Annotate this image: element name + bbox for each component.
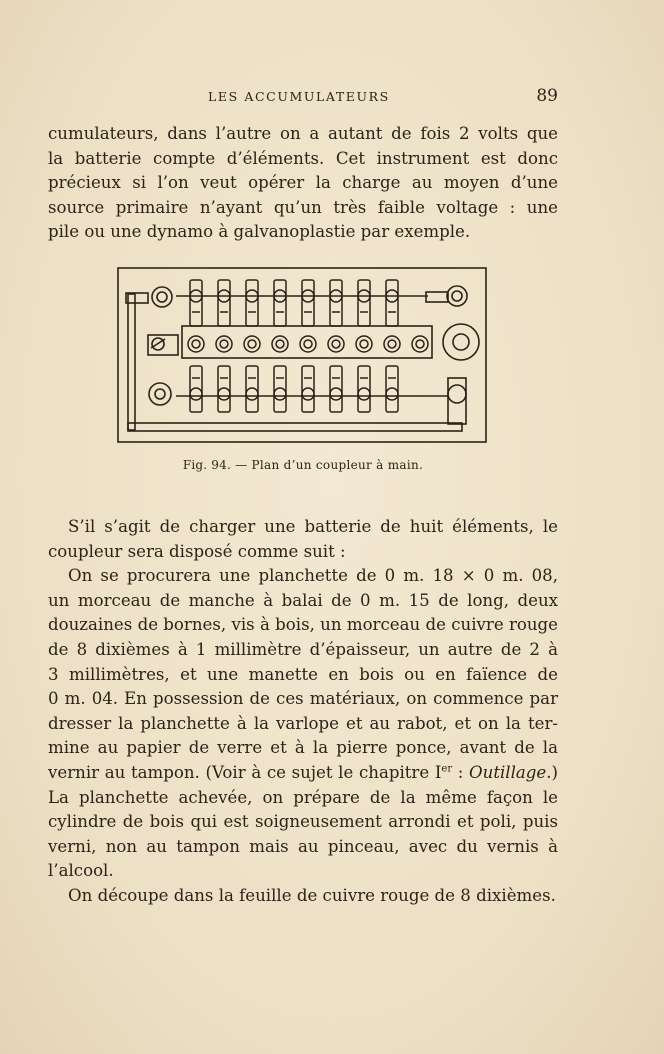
text-line: La planchette achevée, on prépare de la même façon le [48, 787, 558, 807]
text-line: source primaire n’ayant qu’un très faible voltage : une [48, 197, 558, 217]
central-contact [272, 336, 288, 352]
text-line: précieux si l’on veut opérer la charge au moyen d’une [48, 173, 558, 193]
text-line: dresser la planchette à la varlope et au rabot, et on la ter- [48, 713, 558, 733]
figure-caption [48, 458, 558, 472]
text-line: On découpe dans la feuille de cuivre rouge de 8 dixièmes. [68, 885, 556, 905]
paragraph-1 [48, 122, 558, 245]
central-contact [300, 336, 316, 352]
chapter-ref-after: .) [546, 762, 558, 782]
text-line: On se procurera une planchette de 0 m. 18 × 0 m. 08, [68, 566, 558, 586]
central-contact-center [276, 340, 284, 348]
text-line: douzaines de bornes, vis à bois, un morceau de cuivre rouge [48, 615, 558, 635]
central-contact-center [360, 340, 368, 348]
central-contact [328, 336, 344, 352]
central-contact-center [304, 340, 312, 348]
top-brush [358, 280, 370, 326]
bottom-terminal [302, 388, 314, 400]
central-contact [244, 336, 260, 352]
central-contact-center [332, 340, 340, 348]
central-contact-center [248, 340, 256, 348]
text-line: l’alcool. [48, 861, 114, 881]
text-line: cylindre de bois qui est soigneusement arrondi et poli, puis [48, 812, 558, 832]
coupler-plan-figure [116, 266, 490, 446]
text-line: un morceau de manche à balai de 0 m. 15 de long, deux [48, 590, 558, 610]
page-number: 89 [536, 86, 558, 106]
central-contact [216, 336, 232, 352]
top-brush [302, 280, 314, 326]
top-brush [218, 280, 230, 326]
chapter-ref-before: vernir au tampon. (Voir à ce sujet le chapitre I [48, 762, 442, 782]
text-line: de 8 dixièmes à 1 millimètre d’épaisseur, un autre de 2 à [48, 639, 558, 659]
chapter-ref-title: Outillage [469, 762, 547, 782]
top-brush [190, 280, 202, 326]
bottom-terminal [218, 388, 230, 400]
figure-caption-text: — Plan d’un coupleur à main. [231, 458, 424, 472]
central-contact-center [416, 340, 424, 348]
top-brush [246, 280, 258, 326]
bottom-terminal [246, 388, 258, 400]
text-line: cumulateurs, dans l’autre on a autant de fois 2 volts que [48, 124, 558, 143]
page-header [48, 86, 558, 110]
chapter-ref-colon: : [452, 762, 470, 782]
running-title: LES ACCUMULATEURS [208, 89, 390, 104]
text-line: verni, non au tampon mais au pinceau, avec du vernis à [48, 836, 558, 856]
top-brush [274, 280, 286, 326]
text-line: S’il s’agit de charger une batterie de huit éléments, le [68, 517, 558, 536]
text-line: coupleur sera disposé comme suit : [48, 541, 346, 561]
bottom-terminal [386, 388, 398, 400]
figure-label: Fig. 94. [182, 458, 231, 472]
central-contact-center [388, 340, 396, 348]
chapter-ref-superscript: er [441, 763, 453, 775]
bottom-terminal [358, 388, 370, 400]
bottom-terminal [190, 388, 202, 400]
central-contact [412, 336, 428, 352]
text-line: la batterie compte d’éléments. Cet instrument est donc [48, 148, 558, 168]
body-text [48, 515, 558, 909]
top-brush [386, 280, 398, 326]
text-line: pile ou une dynamo à galvanoplastie par exemple. [48, 222, 471, 242]
text-line: 0 m. 04. En possession de ces matériaux, on commence par [48, 689, 558, 709]
central-contact [356, 336, 372, 352]
central-contact [384, 336, 400, 352]
text-line: mine au papier de verre et à la pierre ponce, avant de la [48, 738, 558, 758]
central-contact-center [192, 340, 200, 348]
text-line: 3 millimètres, et une manette en bois ou en faïence de [48, 664, 558, 684]
bottom-terminal [274, 388, 286, 400]
central-contact-center [220, 340, 228, 348]
text-line-chapter-reference [48, 761, 558, 786]
central-contact [188, 336, 204, 352]
bottom-terminal [330, 388, 342, 400]
top-brush [330, 280, 342, 326]
